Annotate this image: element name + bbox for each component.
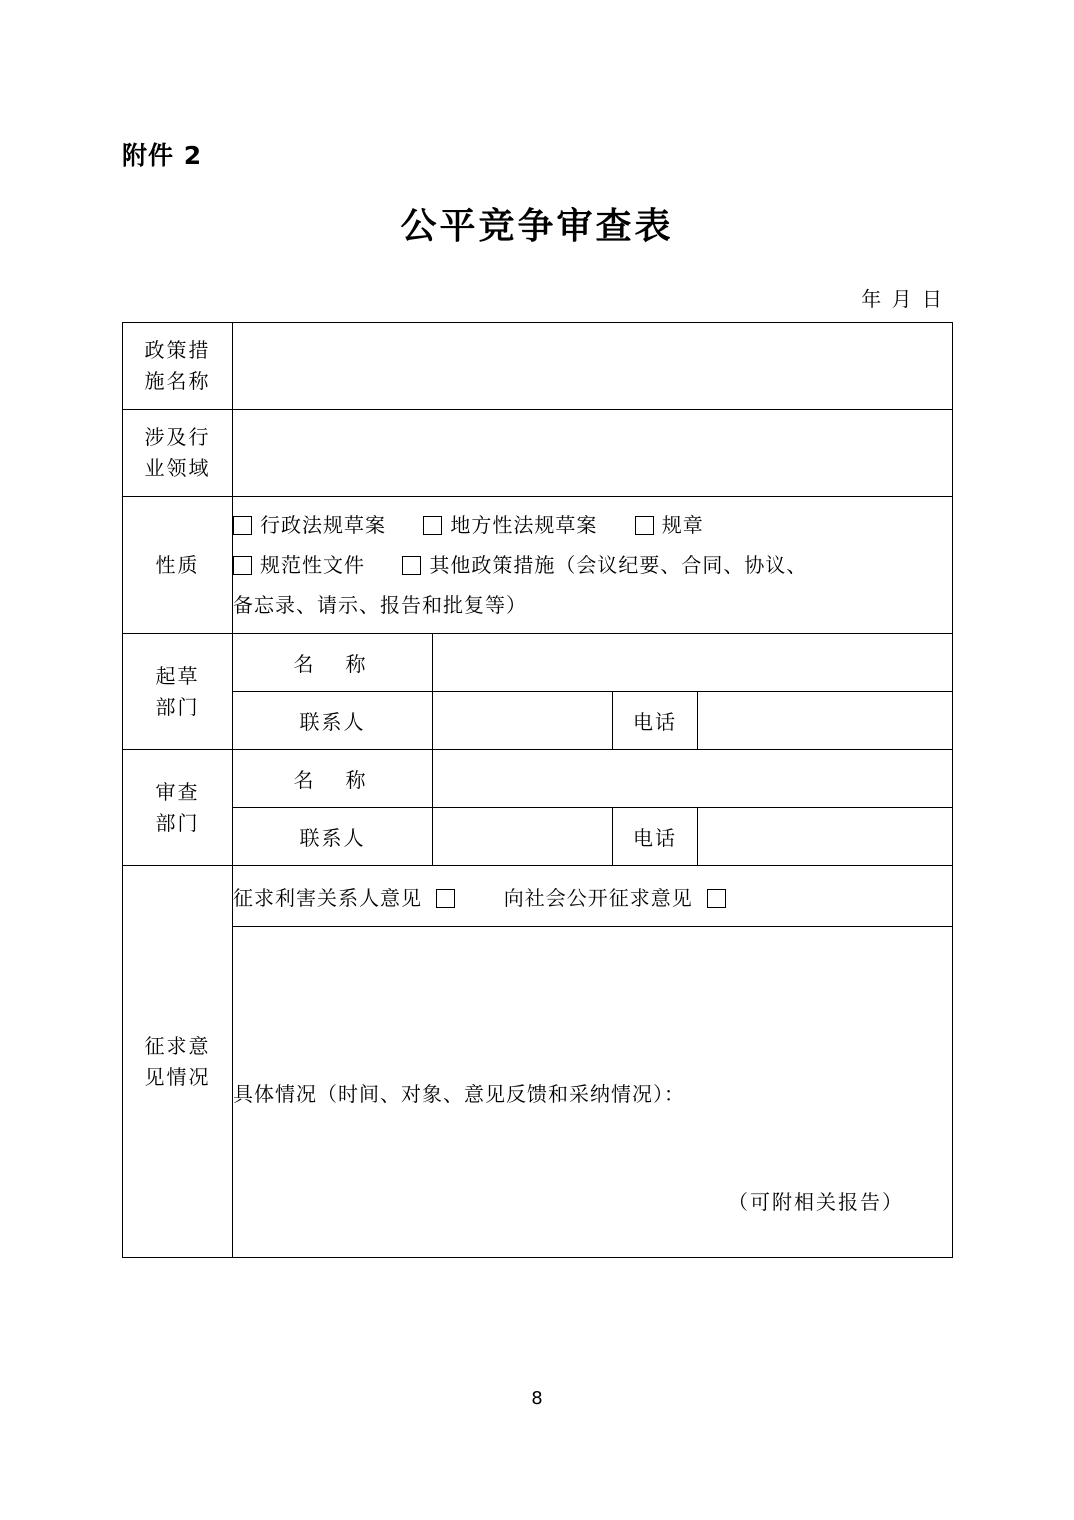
table-row <box>123 750 953 808</box>
table-row <box>123 410 953 497</box>
drafting-department-label <box>123 634 233 750</box>
nature-label <box>123 497 233 634</box>
nature-option-label: 其他政策措施（会议纪要、合同、协议、 <box>429 553 808 577</box>
checkbox-icon[interactable] <box>436 889 455 908</box>
table-row <box>123 927 953 1258</box>
nature-option-label: 规范性文件 <box>260 553 365 577</box>
review-phone-input[interactable] <box>698 808 953 866</box>
opinion-section-label-line1: 征求意 <box>144 1033 211 1058</box>
industry-input[interactable] <box>233 410 953 497</box>
policy-name-input[interactable] <box>233 323 953 410</box>
table-row <box>123 323 953 410</box>
review-contact-input[interactable] <box>433 808 613 866</box>
opinion-detail-area[interactable] <box>233 927 953 1258</box>
drafting-department-label-line2: 部门 <box>155 694 200 719</box>
drafting-phone-input[interactable] <box>698 692 953 750</box>
industry-label-line2: 业领域 <box>144 456 211 480</box>
nature-option-label: 规章 <box>661 513 704 537</box>
opinion-section-label-line2: 见情况 <box>144 1064 211 1089</box>
nature-option-other-policy-continued: 备忘录、请示、报告和批复等） <box>233 593 527 617</box>
nature-option-label: 行政法规草案 <box>260 513 386 537</box>
table-row <box>123 866 953 927</box>
fair-competition-review-form <box>122 322 953 1258</box>
table-row <box>123 808 953 866</box>
drafting-name-label: 名 称 <box>233 634 433 692</box>
review-contact-label: 联系人 <box>233 808 433 866</box>
attachment-label: 附件 2 <box>122 141 203 170</box>
opinion-section-label <box>123 866 233 1258</box>
checkbox-icon[interactable] <box>635 516 654 535</box>
nature-option-other-policy[interactable] <box>402 545 807 585</box>
nature-options <box>233 497 953 634</box>
opinion-options <box>233 866 953 927</box>
opinion-option-label: 征求利害关系人意见 <box>233 885 422 910</box>
nature-option-rule[interactable] <box>635 505 704 545</box>
industry-label-line1: 涉及行 <box>144 425 211 449</box>
checkbox-icon[interactable] <box>233 516 252 535</box>
review-name-input[interactable] <box>433 750 953 808</box>
page-title: 公平竞争审查表 <box>400 205 674 247</box>
review-name-label: 名 称 <box>233 750 433 808</box>
checkbox-icon[interactable] <box>402 556 421 575</box>
drafting-department-label-line1: 起草 <box>155 663 200 688</box>
nature-label-text: 性质 <box>155 552 200 577</box>
checkbox-icon[interactable] <box>233 556 252 575</box>
checkbox-icon[interactable] <box>707 889 726 908</box>
nature-option-normative-document[interactable] <box>233 545 365 585</box>
opinion-option-label: 向社会公开征求意见 <box>503 885 693 910</box>
checkbox-icon[interactable] <box>423 516 442 535</box>
policy-name-label-line2: 施名称 <box>144 369 211 393</box>
drafting-contact-input[interactable] <box>433 692 613 750</box>
industry-label <box>123 410 233 497</box>
nature-option-label: 地方性法规草案 <box>450 513 598 537</box>
opinion-detail-title: 具体情况（时间、对象、意见反馈和采纳情况）： <box>233 1081 685 1106</box>
policy-name-label <box>123 323 233 410</box>
review-department-label <box>123 750 233 866</box>
review-department-label-line2: 部门 <box>155 810 200 835</box>
opinion-option-stakeholders[interactable] <box>233 886 455 910</box>
table-row <box>123 692 953 750</box>
review-department-label-line1: 审查 <box>155 779 200 804</box>
page-number: 8 <box>531 1388 543 1409</box>
drafting-contact-label: 联系人 <box>233 692 433 750</box>
opinion-option-public[interactable] <box>504 886 726 910</box>
drafting-phone-label: 电话 <box>613 692 698 750</box>
opinion-detail-note: （可附相关报告） <box>728 1190 904 1214</box>
policy-name-label-line1: 政策措 <box>144 338 211 362</box>
table-row <box>123 634 953 692</box>
date-line: 年 月 日 <box>861 287 944 311</box>
review-phone-label: 电话 <box>613 808 698 866</box>
nature-option-administrative-regulation[interactable] <box>233 505 386 545</box>
drafting-name-input[interactable] <box>433 634 953 692</box>
nature-option-local-regulation[interactable] <box>423 505 597 545</box>
table-row <box>123 497 953 634</box>
